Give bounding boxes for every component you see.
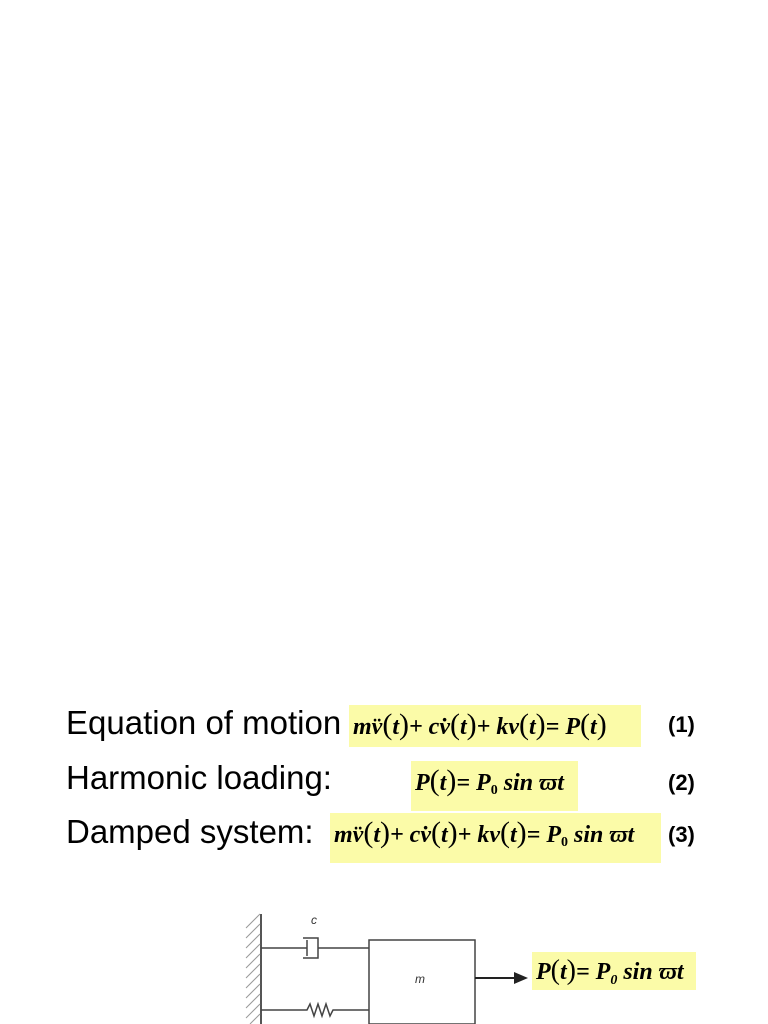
equation-number-1: (1) (668, 712, 695, 737)
fixed-wall (246, 914, 261, 1024)
equation-number-3: (3) (668, 822, 695, 847)
damper-label: c (311, 913, 317, 927)
damped-system-label: Damped system: (66, 813, 314, 850)
force-label: $P(t)= P_0$ sin ϖt (536, 955, 684, 988)
spring (261, 1004, 369, 1016)
spring-mass-damper-diagram (0, 900, 768, 1024)
equation-of-motion-label: Equation of motion (66, 704, 342, 741)
harmonic-loading-label: Harmonic loading: (66, 759, 332, 796)
harmonic-loading-formula: $P(t)= P_0$ sin ϖt (411, 761, 578, 811)
equation-of-motion-formula: mv̈(t)+ cv̇(t)+ kv(t)= P(t) (349, 705, 641, 747)
damper (261, 938, 369, 958)
equation-number-2: (2) (668, 770, 695, 795)
damped-system-formula: mv̈(t)+ cv̇(t)+ $kv(t)= P_0$ sin ϖt (330, 813, 661, 863)
mass-label: m (415, 972, 425, 986)
force-arrow (475, 972, 528, 984)
